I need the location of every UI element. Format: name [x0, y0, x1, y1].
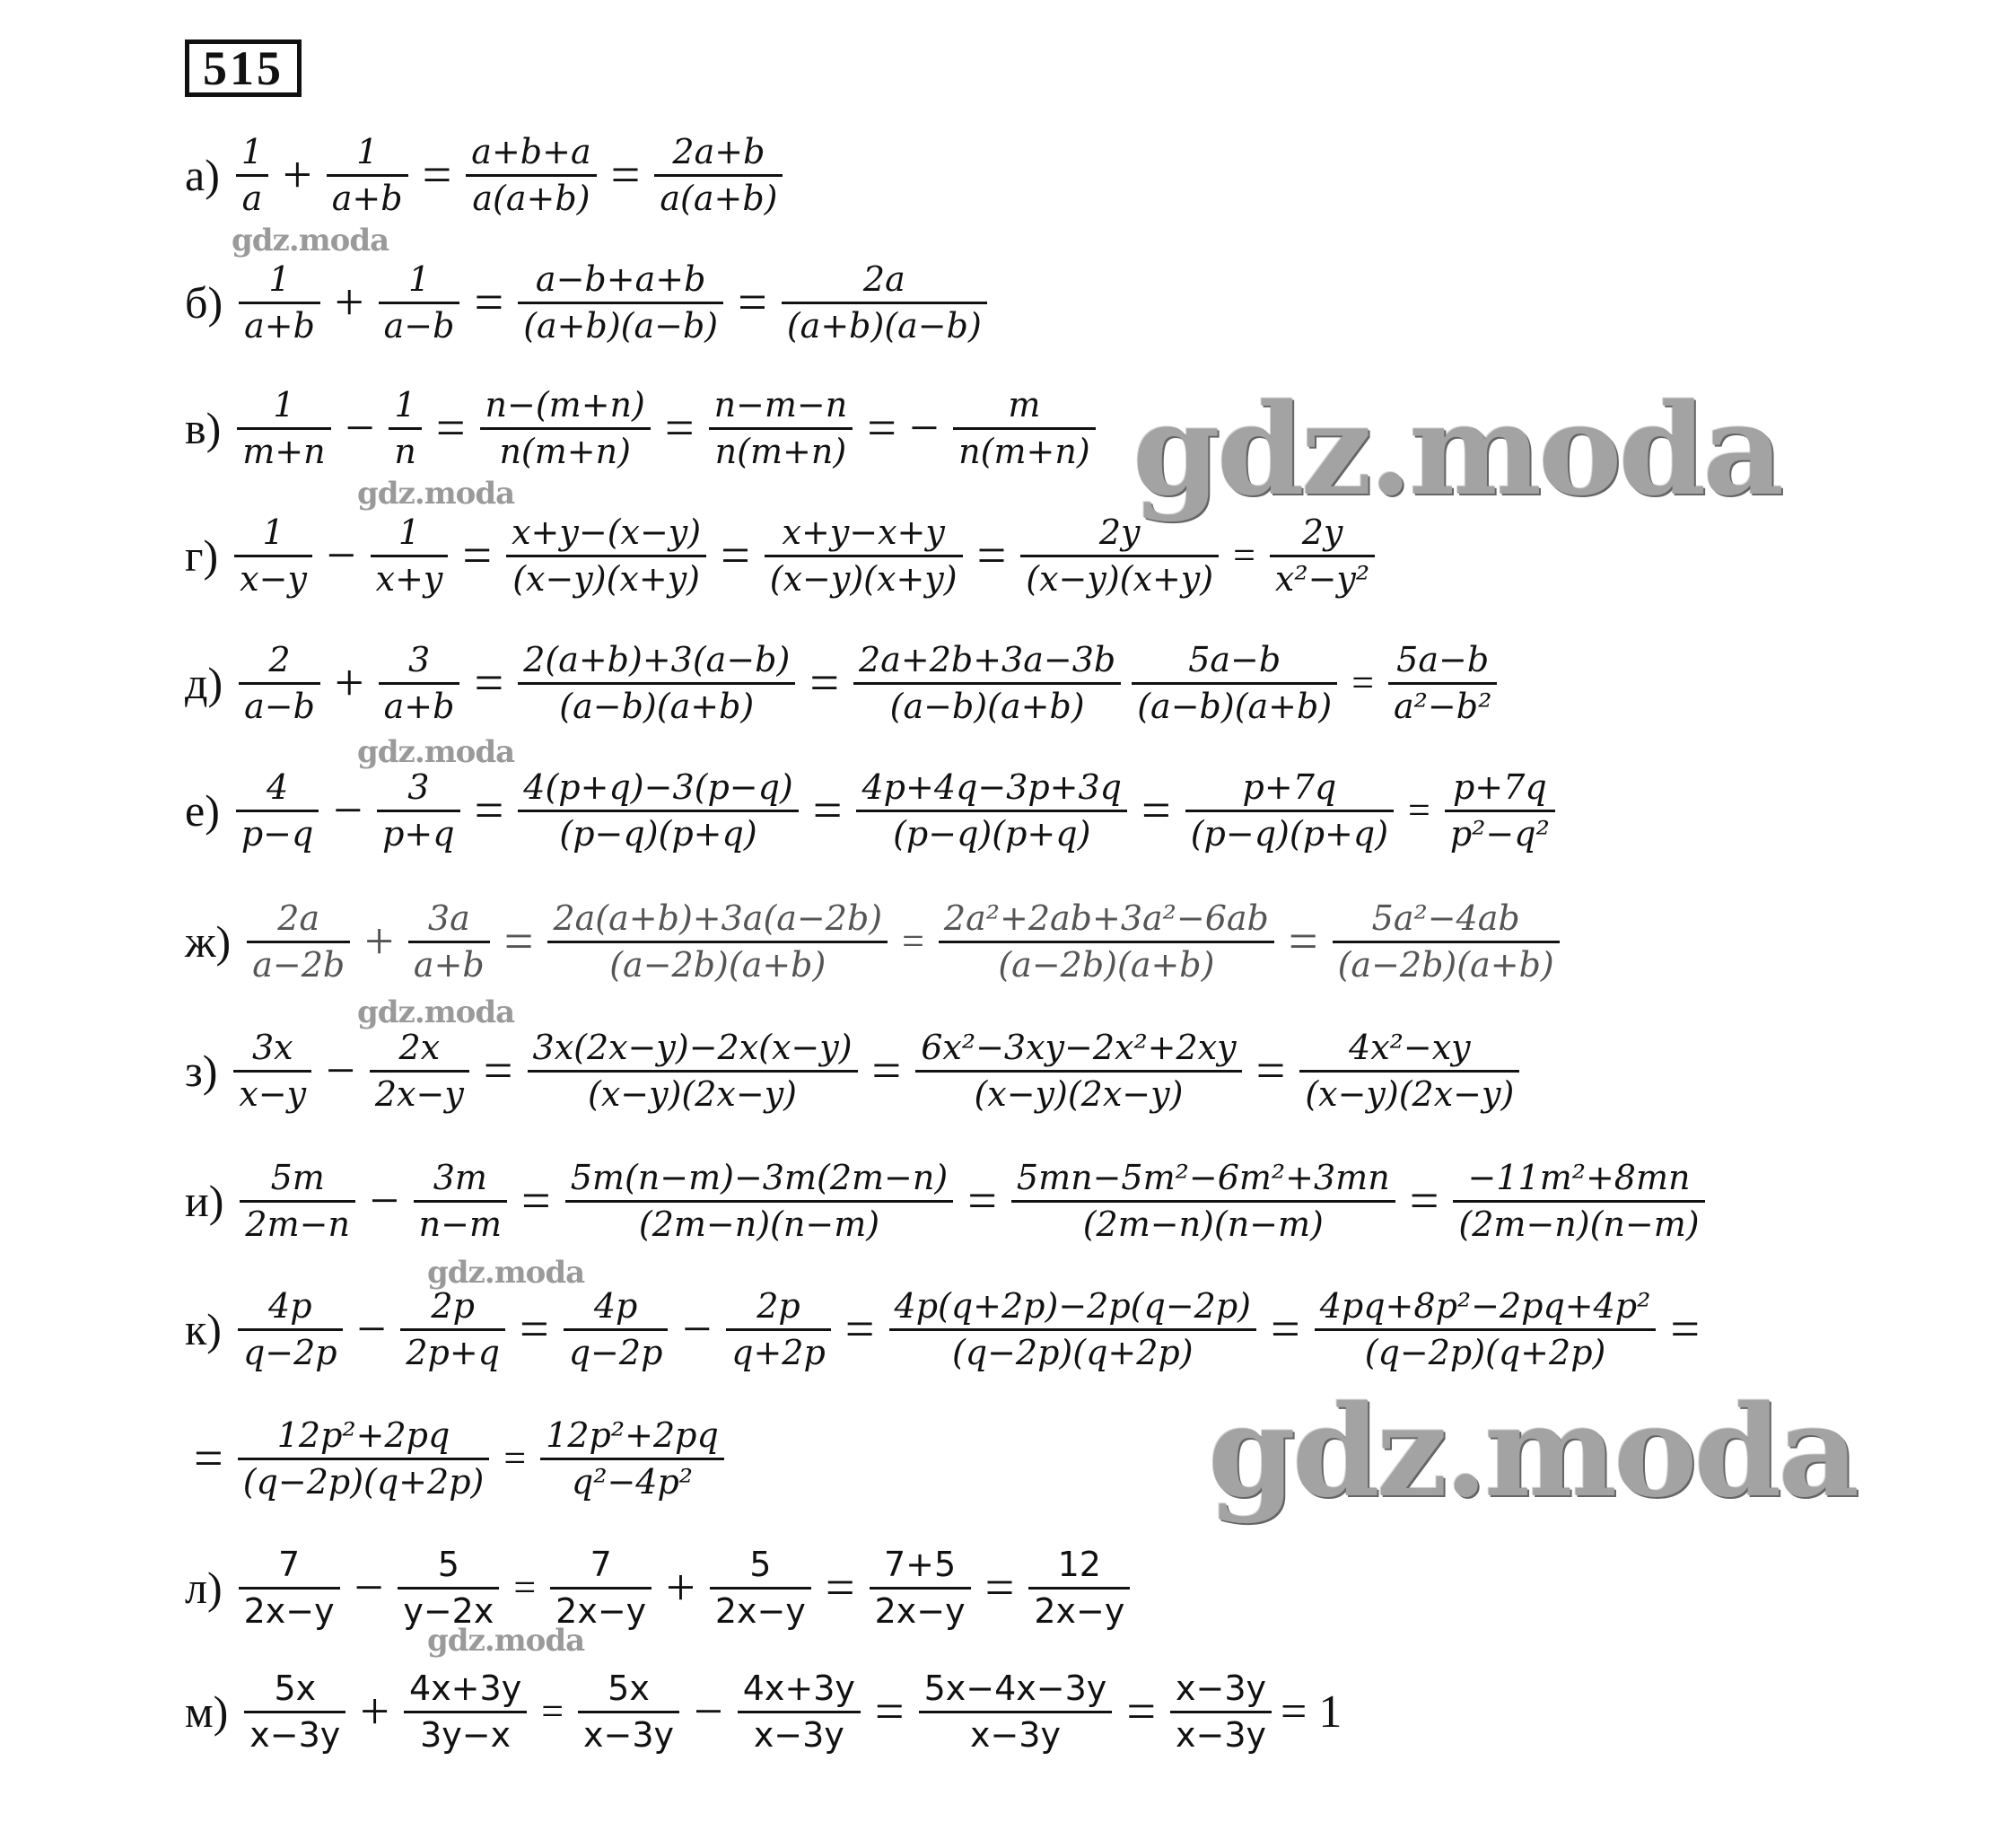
- denominator: q+2p: [731, 1332, 826, 1372]
- watermark-small: gdz.moda: [427, 1255, 585, 1291]
- numerator: 12: [1028, 1546, 1130, 1590]
- fraction: [1270, 513, 1375, 598]
- fraction: [1185, 768, 1394, 853]
- numerator: 5m: [240, 1159, 355, 1203]
- numerator: 4p: [564, 1287, 669, 1331]
- numerator: 4p+4q−3p+3q: [856, 768, 1127, 812]
- numerator: 2a+b: [654, 133, 783, 177]
- row-label: б): [185, 277, 223, 328]
- numerator: 4: [236, 768, 319, 812]
- fraction: [371, 513, 449, 598]
- denominator: (p−q)(p+q): [893, 813, 1091, 854]
- numerator: m: [953, 386, 1095, 430]
- operator: =: [503, 1436, 527, 1480]
- numerator: 2y: [1270, 513, 1375, 557]
- numerator: −11m²+8mn: [1453, 1159, 1704, 1203]
- operator: −: [369, 1171, 399, 1230]
- numerator: x−3y: [1170, 1669, 1272, 1713]
- fraction: [726, 1287, 831, 1371]
- fraction: [1453, 1159, 1704, 1243]
- operator: −: [333, 781, 363, 839]
- operator: −: [326, 526, 356, 584]
- numerator: 2: [239, 641, 320, 685]
- operator: =: [1670, 1300, 1701, 1358]
- denominator: n(m+n): [499, 431, 631, 471]
- fraction: [247, 899, 350, 984]
- denominator: x−y: [240, 558, 307, 599]
- operator: =: [474, 273, 504, 331]
- denominator: a−2b: [252, 944, 345, 985]
- operator: =: [967, 1171, 997, 1230]
- fraction: [518, 641, 795, 725]
- fraction: [578, 1669, 679, 1754]
- fraction: [379, 260, 460, 345]
- denominator: a+b: [413, 944, 485, 985]
- numerator: 5a−b: [1132, 641, 1337, 685]
- denominator: q²−4p²: [571, 1461, 694, 1502]
- numerator: 7: [550, 1546, 652, 1590]
- operator: =: [1408, 788, 1430, 832]
- denominator: (a−2b)(a+b): [1337, 944, 1554, 985]
- numerator: 2p: [726, 1287, 831, 1331]
- denominator: (x−y)(2x−y): [1305, 1073, 1515, 1114]
- fraction: [1445, 768, 1555, 853]
- operator: −: [694, 1682, 723, 1740]
- fraction: [1020, 513, 1219, 598]
- numerator: 4pq+8p²−2pq+4p²: [1315, 1287, 1657, 1331]
- fraction: [919, 1669, 1113, 1754]
- numerator: 5a−b: [1388, 641, 1497, 685]
- fraction: [564, 1287, 669, 1371]
- numerator: 7+5: [870, 1546, 971, 1590]
- fraction: [765, 513, 963, 598]
- operator: =: [483, 1041, 513, 1099]
- denominator: p−q: [241, 813, 314, 854]
- fraction: [540, 1416, 724, 1501]
- equation-row: [185, 634, 1502, 732]
- fraction: [238, 1287, 343, 1371]
- denominator: n(m+n): [958, 431, 1090, 471]
- equation-row: [185, 1662, 1342, 1761]
- denominator: x−3y: [583, 1714, 675, 1755]
- numerator: 2(a+b)+3(a−b): [518, 641, 795, 685]
- fraction: [1315, 1287, 1657, 1371]
- denominator: p+q: [382, 813, 455, 854]
- denominator: (x−y)(x+y): [1026, 558, 1214, 599]
- fraction: [240, 1159, 355, 1243]
- row-label: и): [185, 1176, 224, 1226]
- numerator: 1: [236, 133, 268, 177]
- denominator: (q−2p)(q+2p): [951, 1332, 1194, 1372]
- watermark-large: gdz.moda: [1208, 1379, 1857, 1526]
- operator: =: [809, 653, 840, 712]
- fraction: [404, 1669, 527, 1754]
- denominator: 2m−n: [245, 1204, 350, 1244]
- equation-row: [185, 1280, 1709, 1379]
- numerator: 2a²+2ab+3a²−6ab: [939, 899, 1274, 943]
- fraction: [414, 1159, 507, 1243]
- fraction: [939, 899, 1274, 984]
- fraction: [1011, 1159, 1395, 1243]
- fraction: [466, 133, 596, 217]
- fraction: [506, 513, 706, 598]
- fraction: [379, 641, 460, 725]
- numerator: 1: [389, 386, 421, 430]
- watermark-small: gdz.moda: [357, 994, 515, 1030]
- denominator: (2m−n)(n−m): [638, 1204, 880, 1244]
- operator: = −: [867, 399, 940, 457]
- numerator: 12p²+2pq: [238, 1416, 490, 1460]
- fraction: [953, 386, 1095, 470]
- watermark-small: gdz.moda: [357, 476, 515, 512]
- denominator: a−b: [244, 686, 315, 726]
- numerator: a−b+a+b: [518, 260, 723, 304]
- numerator: 4(p+q)−3(p−q): [518, 768, 798, 812]
- operator: +: [334, 273, 364, 331]
- equation-row: [185, 1152, 1710, 1250]
- denominator: x−3y: [249, 1714, 341, 1755]
- watermark-small: gdz.moda: [232, 223, 389, 258]
- denominator: 2p+q: [406, 1332, 501, 1372]
- numerator: n−(m+n): [480, 386, 651, 430]
- denominator: a²−b²: [1394, 686, 1492, 726]
- denominator: 2x−y: [243, 1590, 335, 1631]
- numerator: 3x(2x−y)−2x(x−y): [528, 1029, 858, 1073]
- fraction: [518, 768, 798, 853]
- fraction: [870, 1546, 971, 1630]
- operator: =: [1233, 533, 1255, 577]
- equation-row: [185, 379, 1101, 477]
- denominator: x²−y²: [1274, 558, 1370, 599]
- denominator: (2m−n)(n−m): [1082, 1204, 1324, 1244]
- numerator: 5mn−5m²−6m²+3mn: [1011, 1159, 1395, 1203]
- operator: =: [1126, 1682, 1157, 1740]
- fraction: [856, 768, 1127, 853]
- fraction: [237, 386, 330, 470]
- numerator: 4p: [238, 1287, 343, 1331]
- denominator: x−y: [239, 1073, 307, 1114]
- denominator: n: [394, 431, 416, 471]
- denominator: x−3y: [1176, 1714, 1267, 1755]
- fraction: [239, 641, 320, 725]
- numerator: 5x−4x−3y: [919, 1669, 1113, 1713]
- numerator: p+7q: [1445, 768, 1555, 812]
- numerator: n−m−n: [709, 386, 853, 430]
- row-label: е): [185, 785, 220, 836]
- numerator: 7: [239, 1546, 340, 1590]
- denominator: q−2p: [568, 1332, 663, 1372]
- operator: −: [326, 1041, 355, 1099]
- operator: =: [871, 1041, 902, 1099]
- denominator: 2x−y: [714, 1590, 806, 1631]
- fraction: [738, 1669, 861, 1754]
- denominator: n(m+n): [714, 431, 847, 471]
- denominator: a(a+b): [472, 178, 590, 218]
- operator: =: [902, 919, 924, 963]
- fraction: [480, 386, 651, 470]
- fraction: [244, 1669, 345, 1754]
- fraction: [233, 1029, 311, 1113]
- operator: =: [844, 1300, 875, 1358]
- fraction: [389, 386, 421, 470]
- denominator: (x−y)(x+y): [769, 558, 958, 599]
- operator: −: [356, 1300, 387, 1358]
- numerator: 4x+3y: [738, 1669, 861, 1713]
- operator: −: [682, 1300, 713, 1358]
- fraction: [550, 1546, 652, 1630]
- fraction: [710, 1546, 811, 1630]
- operator: =: [1288, 912, 1318, 970]
- row-label: а): [185, 150, 220, 200]
- operator: =: [474, 653, 504, 712]
- fraction: [915, 1029, 1241, 1113]
- denominator: (a−2b)(a+b): [998, 944, 1215, 985]
- fraction: [1299, 1029, 1519, 1113]
- fraction: [400, 1287, 505, 1371]
- denominator: a: [241, 178, 263, 218]
- watermark-small: gdz.moda: [427, 1623, 585, 1659]
- fraction: [518, 260, 723, 345]
- operator: =: [513, 1565, 537, 1609]
- denominator: 3y−x: [420, 1714, 512, 1755]
- row-label: к): [185, 1304, 222, 1354]
- numerator: 1: [379, 260, 460, 304]
- operator: =: [1255, 1041, 1286, 1099]
- result-value: = 1: [1281, 1686, 1342, 1738]
- denominator: (a−b)(a+b): [1137, 686, 1333, 726]
- equation-row: [185, 253, 993, 352]
- row-label: в): [185, 403, 222, 453]
- numerator: 2a: [247, 899, 350, 943]
- operator: −: [345, 399, 375, 457]
- row-label: д): [185, 658, 223, 708]
- fraction: [236, 768, 319, 853]
- numerator: 5m(n−m)−3m(2m−n): [565, 1159, 953, 1203]
- numerator: 5a²−4ab: [1333, 899, 1560, 943]
- operator: =: [521, 1171, 551, 1230]
- numerator: 1: [237, 386, 330, 430]
- row-label: л): [185, 1563, 223, 1613]
- watermark-large: gdz.moda: [1133, 377, 1781, 524]
- denominator: 2x−y: [1034, 1590, 1125, 1631]
- denominator: (x−y)(2x−y): [974, 1073, 1184, 1114]
- fraction: [236, 133, 268, 217]
- fraction: [1028, 1546, 1130, 1630]
- numerator: 3: [379, 641, 460, 685]
- numerator: 2a: [782, 260, 987, 304]
- equation-row: [185, 1021, 1525, 1120]
- numerator: 5x: [578, 1669, 679, 1713]
- denominator: (p−q)(p+q): [1190, 813, 1389, 854]
- operator: =: [435, 399, 466, 457]
- fraction: [239, 260, 320, 345]
- denominator: (x−y)(x+y): [512, 558, 700, 599]
- denominator: a(a+b): [660, 178, 778, 218]
- numerator: 5: [710, 1546, 811, 1590]
- operator: =: [462, 526, 493, 584]
- operator: +: [283, 145, 312, 204]
- fraction: [853, 641, 1121, 725]
- operator: +: [360, 1682, 390, 1740]
- operator: =: [194, 1429, 223, 1487]
- row-label: м): [185, 1686, 229, 1737]
- problem-number: 515: [185, 39, 302, 97]
- operator: +: [334, 653, 364, 712]
- denominator: (q−2p)(q+2p): [1364, 1332, 1606, 1372]
- fraction: [234, 513, 312, 598]
- watermark-small: gdz.moda: [357, 734, 515, 770]
- denominator: (a−2b)(a+b): [609, 944, 826, 985]
- fraction: [1388, 641, 1497, 725]
- numerator: 2a(a+b)+3a(a−2b): [547, 899, 888, 943]
- denominator: m+n: [242, 431, 326, 471]
- fraction: [377, 768, 460, 853]
- row-label: г): [185, 530, 219, 581]
- numerator: 5x: [244, 1669, 345, 1713]
- operator: =: [738, 273, 767, 331]
- fraction: [528, 1029, 858, 1113]
- operator: =: [1271, 1300, 1300, 1358]
- operator: =: [812, 781, 843, 839]
- numerator: 12p²+2pq: [540, 1416, 724, 1460]
- denominator: (q−2p)(q+2p): [242, 1461, 485, 1502]
- fraction: [238, 1416, 490, 1501]
- numerator: 1: [239, 260, 320, 304]
- numerator: 5: [398, 1546, 499, 1590]
- denominator: a+b: [331, 178, 403, 218]
- equation-row: [185, 1538, 1135, 1637]
- fraction: [398, 1546, 499, 1630]
- fraction: [1132, 641, 1337, 725]
- numerator: 2a+2b+3a−3b: [853, 641, 1121, 685]
- denominator: 2x−y: [874, 1590, 966, 1631]
- numerator: 1: [234, 513, 312, 557]
- numerator: 4x²−xy: [1299, 1029, 1519, 1073]
- operator: =: [1351, 661, 1375, 705]
- fraction: [1333, 899, 1560, 984]
- operator: =: [976, 526, 1007, 584]
- operator: =: [1409, 1171, 1439, 1230]
- operator: =: [520, 1300, 549, 1358]
- operator: =: [1141, 781, 1171, 839]
- operator: =: [664, 399, 695, 457]
- numerator: 3: [377, 768, 460, 812]
- equation-row: [185, 1409, 730, 1508]
- numerator: 2y: [1020, 513, 1219, 557]
- denominator: 2x−y: [374, 1073, 464, 1114]
- numerator: 3a: [408, 899, 490, 943]
- equation-row: [185, 126, 788, 224]
- denominator: x+y: [375, 558, 443, 599]
- denominator: (2m−n)(n−m): [1458, 1204, 1700, 1244]
- denominator: p²−q²: [1449, 813, 1550, 854]
- denominator: q−2p: [242, 1332, 337, 1372]
- operator: =: [541, 1689, 564, 1733]
- denominator: (a−b)(a+b): [559, 686, 755, 726]
- fraction: [1170, 1669, 1272, 1754]
- numerator: 4p(q+2p)−2p(q−2p): [889, 1287, 1256, 1331]
- denominator: a−b: [383, 305, 455, 346]
- operator: =: [984, 1558, 1015, 1616]
- fraction: [654, 133, 783, 217]
- fraction: [239, 1546, 340, 1630]
- equation-row: [185, 761, 1561, 860]
- denominator: x−3y: [969, 1714, 1061, 1755]
- operator: =: [503, 912, 534, 970]
- fraction: [709, 386, 853, 470]
- numerator: 1: [371, 513, 449, 557]
- equation-row: [185, 892, 1565, 991]
- fraction: [408, 899, 490, 984]
- operator: =: [721, 526, 750, 584]
- denominator: a+b: [244, 305, 315, 346]
- numerator: 1: [327, 133, 408, 177]
- fraction: [547, 899, 888, 984]
- numerator: 3x: [233, 1029, 311, 1073]
- operator: =: [422, 145, 452, 204]
- numerator: 6x²−3xy−2x²+2xy: [915, 1029, 1241, 1073]
- operator: +: [666, 1558, 695, 1616]
- numerator: 2x: [370, 1029, 469, 1073]
- denominator: 2x−y: [555, 1590, 647, 1631]
- denominator: (x−y)(2x−y): [588, 1073, 797, 1114]
- numerator: x+y−x+y: [765, 513, 963, 557]
- numerator: 3m: [414, 1159, 507, 1203]
- numerator: x+y−(x−y): [506, 513, 706, 557]
- row-label: з): [185, 1046, 218, 1096]
- numerator: a+b+a: [466, 133, 596, 177]
- denominator: n−m: [418, 1204, 503, 1244]
- fraction: [370, 1029, 469, 1113]
- denominator: y−2x: [403, 1590, 494, 1631]
- denominator: x−3y: [753, 1714, 844, 1755]
- fraction: [782, 260, 987, 345]
- operator: −: [354, 1558, 384, 1616]
- operator: =: [874, 1682, 905, 1740]
- operator: =: [474, 781, 504, 839]
- operator: +: [364, 912, 394, 970]
- denominator: a+b: [383, 686, 455, 726]
- numerator: 2p: [400, 1287, 505, 1331]
- operator: =: [610, 145, 641, 204]
- fraction: [327, 133, 408, 217]
- denominator: (a+b)(a−b): [786, 305, 982, 346]
- fraction: [565, 1159, 953, 1243]
- denominator: (a−b)(a+b): [889, 686, 1085, 726]
- fraction: [889, 1287, 1256, 1371]
- numerator: 4x+3y: [404, 1669, 527, 1713]
- operator: =: [825, 1558, 855, 1616]
- denominator: (p−q)(p+q): [559, 813, 757, 854]
- row-label: ж): [185, 916, 232, 967]
- denominator: (a+b)(a−b): [523, 305, 719, 346]
- numerator: p+7q: [1185, 768, 1394, 812]
